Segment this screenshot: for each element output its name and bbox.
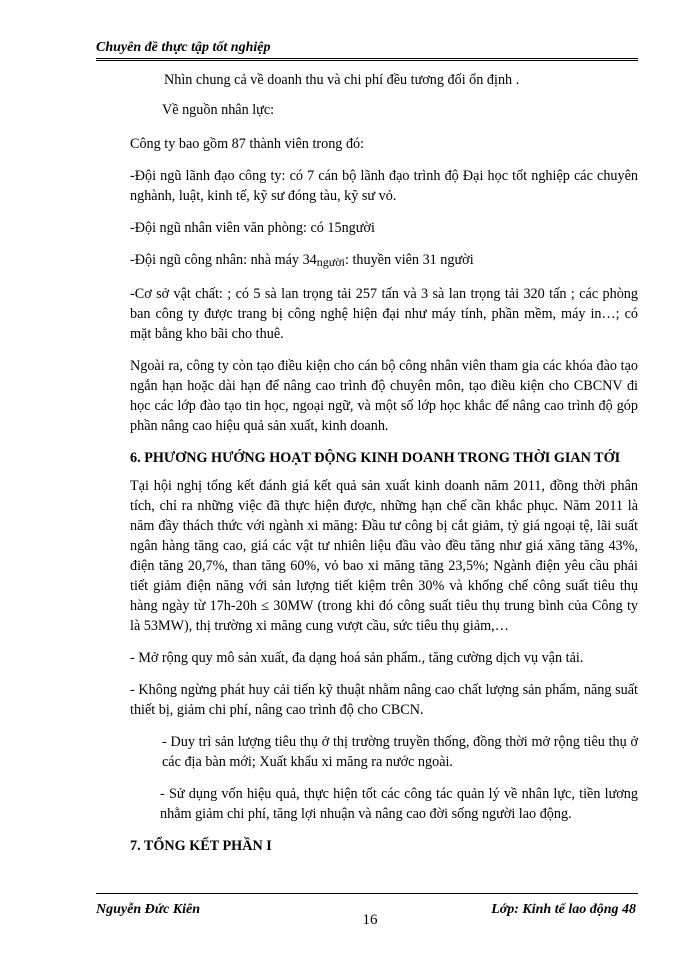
section-heading-6: 6. PHƯƠNG HƯỚNG HOẠT ĐỘNG KINH DOANH TRONG THỜI GIAN TỚI: [130, 450, 621, 466]
workers-text-a: -Đội ngũ công nhân: nhà máy 34: [130, 252, 317, 268]
paragraph-facilities: -Cơ sở vật chất: ; có 5 sà lan trọng tải 257 tấn và 3 sà lan trọng tải 320 tấn ; các phòng ban công ty được trang bị công nghệ hiện đại như máy tính, phần mềm, máy in…; có mặt bằng kho bãi cho thuê.: [130, 286, 638, 342]
page-number: 16: [362, 912, 378, 928]
page-header: Chuyên đề thực tập tốt nghiệp: [96, 40, 638, 61]
paragraph-staff-count: Công ty bao gồm 87 thành viên trong đó:: [130, 136, 365, 152]
document-body: [130, 70, 638, 864]
section-heading-7: 7. TỔNG KẾT PHẦN I: [130, 838, 272, 854]
bullet-capital-efficiency: - Sử dụng vốn hiệu quả, thực hiện tốt các công tác quản lý về nhân lực, tiền lương nhằm giảm chi phí, tăng lợi nhuận và nâng cao đời sống người lao động.: [160, 786, 638, 822]
footer-divider: [96, 893, 638, 894]
paragraph-hr-intro: Về nguồn nhân lực:: [162, 102, 275, 118]
paragraph-summary: Nhìn chung cả về doanh thu và chi phí đều tương đối ổn định .: [164, 72, 520, 88]
footer-author: Nguyễn Đức Kiên: [96, 902, 201, 917]
paragraph-training: Ngoài ra, công ty còn tạo điều kiện cho cán bộ công nhân viên tham gia các khóa đào tạo ngắn hạn hoặc dài hạn để nâng cao trình độ chuyên môn, tạo điều kiện cho CBCNV đi học các lớp đào tạo tin học, ngoại ngữ, và một số lớp học khắc để nâng cao trình độ góp phần nâng cao hiệu quả sản xuất, kinh doanh.: [130, 358, 638, 434]
leadership-text: -Đội ngũ lãnh đạo công ty: có 7 cán bộ lãnh đạo trình độ Đại học tốt nghiệp các chuyên nghành, luật, kinh tế, kỹ sư đóng tàu, kỹ sư vỏ.: [130, 168, 638, 204]
paragraph-office-staff: -Đội ngũ nhân viên văn phòng: có 15người: [130, 220, 375, 236]
paragraph-conference: Tại hội nghị tổng kết đánh giá kết quả sản xuất kinh doanh năm 2011, đồng thời phân tích, chỉ ra những việc đã thực hiện được, những hạn chế cần khắc phục. Năm 2011 là năm đầy thách thức với ngành xi măng: Đầu tư công bị cắt giảm, tỷ giá ngoại tệ, lãi suất ngân hàng tăng cao, giá các vật tư nhiên liệu đầu vào đều tăng như giá xăng tăng 43%, điện tăng 20,7%, than tăng 60%, vỏ bao xi măng tăng 23,5%; Ngành điện yêu cầu phải tiết giảm điện năng với sản lượng tiết kiệm trên 30% và khống chế công suất tiêu thụ hàng ngày từ 17h-20h ≤ 30MW (trong khi đó công suất tiêu thụ trung bình của Công ty là 53MW), thị trường xi măng cung vượt cầu, sức tiêu thụ giảm,…: [130, 478, 638, 634]
bullet-expand-production: - Mở rộng quy mô sản xuất, đa dạng hoá sản phẩm., tăng cường dịch vụ vận tải.: [130, 650, 584, 666]
bullet-maintain-sales: - Duy trì sản lượng tiêu thụ ở thị trường truyền thống, đồng thời mở rộng tiêu thụ ở các địa bàn mới; Xuất khẩu xi măng ra nước ngoài.: [162, 734, 638, 770]
footer-class: Lớp: Kinh tế lao động 48: [491, 902, 636, 917]
paragraph-workers: [130, 250, 638, 272]
workers-text-b: người: [316, 255, 345, 269]
paragraph-leadership: [96, 166, 638, 206]
bullet-technical-improvement: - Không ngừng phát huy cải tiến kỹ thuật nhằm nâng cao chất lượng sản phẩm, năng suất thiết bị, giảm chi phí, nâng cao trình độ cho CBCN.: [130, 682, 638, 718]
workers-text-c: : thuyền viên 31 người: [344, 252, 474, 268]
